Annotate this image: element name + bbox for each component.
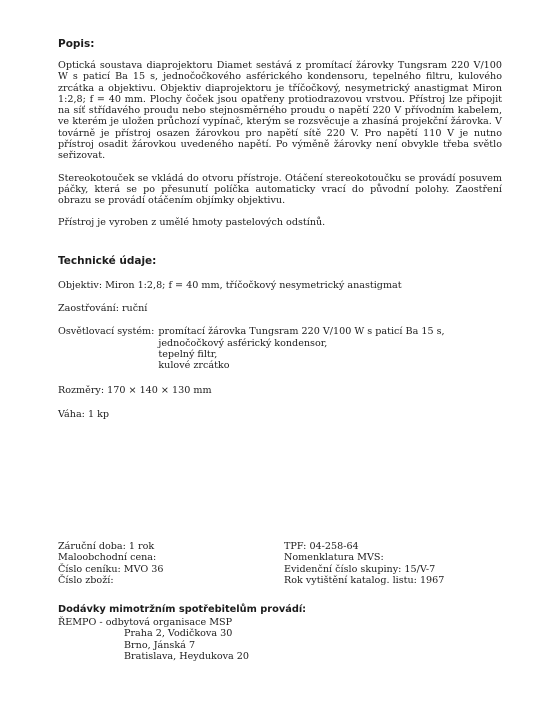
tech-weight: Váha: 1 kp (58, 408, 110, 420)
tpf-line: TPF: 04-258-64 (284, 541, 359, 552)
tech-lighting-item: kulové zrcátko (158, 360, 230, 372)
description-paragraph-material: Přístroj je vyroben z umělé hmoty pastelových odstínů. (58, 216, 326, 228)
catalog-info-right (284, 541, 518, 586)
supplier-name: ŘEMPO - odbytová organisace MSP (58, 617, 233, 628)
warranty-line: Záruční doba: 1 rok (58, 541, 155, 552)
product-number-line: Číslo zboží: (58, 574, 114, 586)
tech-lighting-item: tepelný filtr, (158, 349, 218, 361)
tech-dimensions: Rozměry: 170 × 140 × 130 mm (58, 384, 212, 396)
tech-focus: Zaostřování: ruční (58, 303, 148, 315)
description-paragraph-stereo-disc: Stereokotouček se vkládá do otvoru přístroje. Otáčení stereokotoučku se provádí posuvem páčky, která se po přesunutí políčka automaticky vrací do původní polohy. Zaostření obrazu se provádí otáčením objímky objektivu. (58, 172, 502, 207)
description-paragraph-optics: Optická soustava diaprojektoru Diamet sestává z promítací žárovky Tungsram 220 V/100 W s paticí Ba 15 s, jednočočkového asférického kondensoru, tepelného filtru, kulového zrcátka a objektivu. Objektiv diaprojektoru je tříčočkový, nesymetrický anastigmat Miron 1:2,8; f = 40 mm. Plochy čoček jsou opatřeny protiodrazovou vrstvou. Přístroj lze připojit na síť střídavého proudu nebo stejnosměrného proudu o napětí 220 V přívodním kabelem, ve kterém je uložen průchozí vypínač, kterým se rozsvěcuje a zhasíná projekční žárovka. V továrně je přístroj osazen žárovkou pro napětí sítě 220 V. Pro napětí 110 V je nutno přístroj osadit žárovkou uvedeného napětí. Po výměně žárovky není obvykle třeba světlo seřizovat. (58, 60, 502, 162)
supply-heading: Dodávky mimotržním spotřebitelům provádí: (58, 604, 307, 615)
supplier-address: Praha 2, Vodičkova 30 (124, 628, 233, 640)
retail-price-line: Maloobchodní cena: (58, 552, 157, 564)
catalog-info-left (58, 541, 284, 586)
supplier-address: Brno, Jánská 7 (124, 639, 196, 651)
nomenclature-line: Nomenklatura MVS: (284, 552, 384, 564)
tech-lighting-items (158, 326, 444, 371)
tech-lighting-system (58, 326, 502, 371)
price-list-line: Číslo ceníku: MVO 36 (58, 563, 164, 575)
group-number-line: Evidenční číslo skupiny: 15/V-7 (284, 563, 436, 575)
technical-heading: Technické údaje: (58, 254, 157, 267)
supplier-address: Bratislava, Heydukova 20 (124, 650, 249, 662)
tech-lighting-item: jednočočkový asférický kondensor, (158, 337, 328, 349)
tech-lens: Objektiv: Miron 1:2,8; f = 40 mm, tříčočkový nesymetrický anastigmat (58, 279, 402, 291)
supply-section (58, 604, 518, 662)
print-year-line: Rok vytištění katalog. listu: 1967 (284, 574, 445, 586)
supply-lines (58, 617, 518, 662)
description-heading: Popis: (58, 38, 95, 50)
catalog-info (58, 541, 518, 586)
tech-lighting-label: Osvětlovací systém: (58, 326, 155, 338)
tech-lighting-item: promítací žárovka Tungsram 220 V/100 W s paticí Ba 15 s, (158, 326, 445, 338)
